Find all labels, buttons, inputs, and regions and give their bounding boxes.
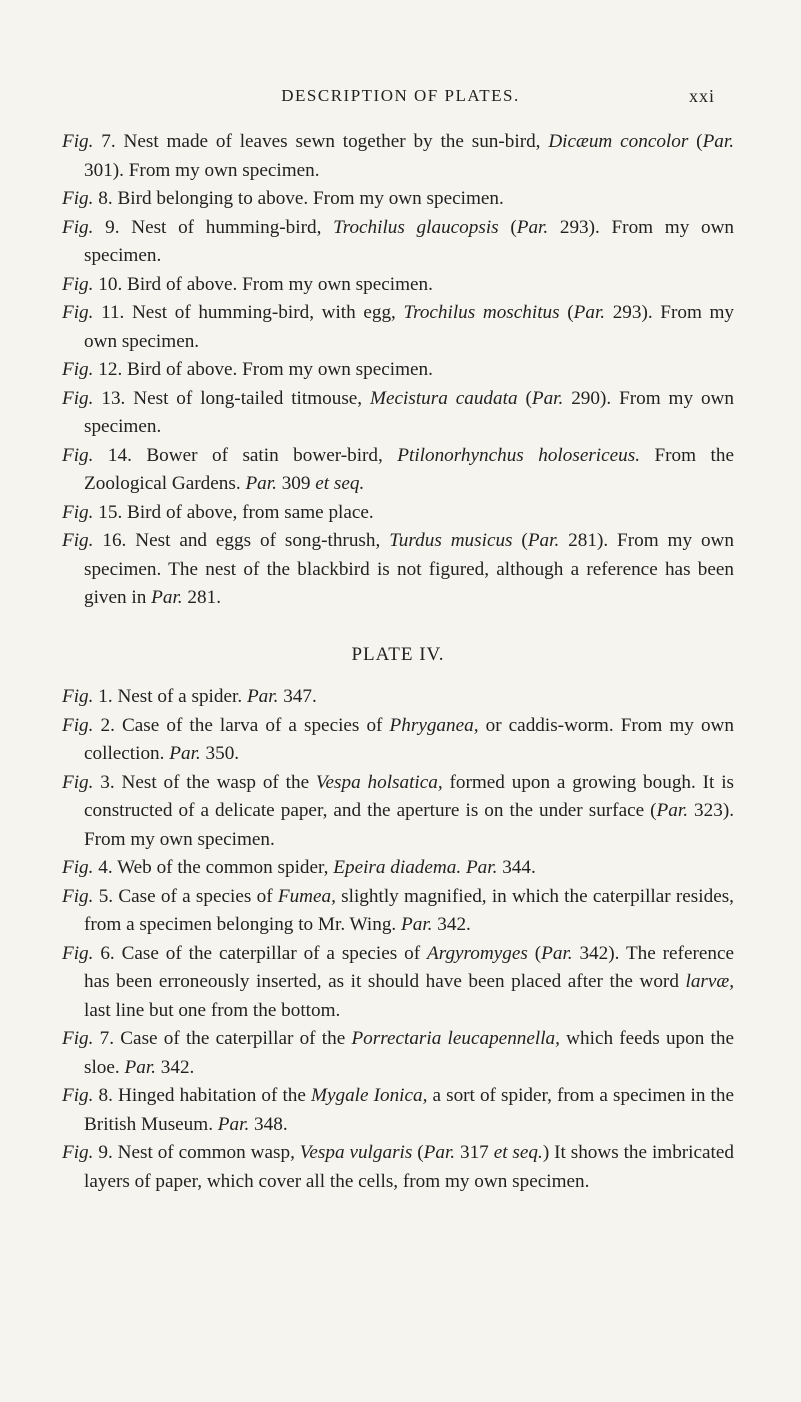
species-name: Vespa vulgaris [299, 1142, 413, 1163]
fig-label: Fig. [62, 857, 94, 878]
par-ref: Par. [527, 530, 560, 551]
fig-entry-16: Fig. 16. Nest and eggs of song-thrush, Turdus musicus (Par. 281). From my own specimen. The nest of the blackbird is not figured, although a reference has been given in Par. 281. [62, 530, 734, 608]
species-name: Mecistura caudata [370, 387, 518, 409]
fig-label: Fig. [62, 1142, 94, 1163]
fig-label: Fig. [62, 686, 94, 707]
fig-entry-14: Fig. 14. Bower of satin bower-bird, Ptilonorhynchus holosericeus. From the Zoological Gardens. Par. 309 et seq. [62, 444, 734, 494]
par-ref: Par. [401, 914, 433, 935]
par-ref: Par. [124, 1056, 156, 1078]
fig-entry-p4-4: Fig. 4. Web of the common spider, Epeira diadema. Par. 344. [62, 857, 536, 878]
fig-entry-p4-5: Fig. 5. Case of a species of Fumea, slightly magnified, in which the caterpillar resides, from a specimen belonging to Mr. Wing. Par. 342. [62, 885, 734, 935]
fig-label: Fig. [62, 131, 94, 152]
fig-label: Fig. [62, 885, 94, 907]
par-ref: Par. [217, 1113, 250, 1135]
fig-entry-p4-8: Fig. 8. Hinged habitation of the Mygale Ionica, a sort of spider, from a specimen in the British Museum. Par. 348. [62, 1085, 734, 1135]
fig-entry-9: Fig. 9. Nest of humming-bird, Trochilus glaucopsis (Par. 293). From my own specimen. [62, 216, 735, 266]
running-title: DESCRIPTION OF PLATES. [281, 86, 520, 105]
plates-description [62, 128, 734, 1196]
species-name: Fumea, [277, 885, 336, 907]
page-number: xxi [688, 86, 715, 106]
par-ref: Par. [656, 800, 688, 821]
fig-entry-12: Fig. 12. Bird of above. From my own specimen. [62, 359, 433, 380]
page-header [0, 86, 801, 116]
fig-label: Fig. [62, 501, 94, 523]
species-name: Epeira diadema. [333, 857, 462, 878]
species-name: Argyromyges [426, 942, 528, 964]
par-ref: Par. [702, 131, 735, 152]
par-ref: Par. [541, 942, 573, 964]
fig-entry-p4-6: Fig. 6. Case of the caterpillar of a species of Argyromyges (Par. 342). The reference has been erroneously inserted, as it should have been placed after the word larvæ, last line but one from the bottom. [62, 942, 734, 1021]
fig-label: Fig. [62, 714, 94, 736]
species-name: Dicæum concolor [548, 131, 689, 152]
par-ref: Par. [573, 302, 606, 323]
par-ref: Par. [246, 686, 279, 707]
species-name: Trochilus moschitus [403, 302, 560, 323]
species-name: Porrectaria leucapennella, [351, 1028, 560, 1049]
fig-entry-10: Fig. 10. Bird of above. From my own specimen. [62, 273, 433, 295]
species-name: Ptilonorhynchus holosericeus. [397, 444, 641, 466]
par-ref: Par. [245, 473, 277, 494]
fig-label: Fig. [62, 188, 94, 209]
fig-label: Fig. [62, 302, 94, 323]
fig-entry-8: Fig. 8. Bird belonging to above. From my own specimen. [62, 188, 504, 209]
par-ref: Par. [465, 857, 498, 878]
fig-label: Fig. [62, 1085, 94, 1106]
fig-label: Fig. [62, 216, 94, 238]
fig-entry-p4-3: Fig. 3. Nest of the wasp of the Vespa holsatica, formed upon a growing bough. It is constructed of a delicate paper, and the aperture is on the under surface (Par. 323). From my own specimen. [62, 771, 735, 850]
fig-entry-7: Fig. 7. Nest made of leaves sewn together by the sun-bird, Dicæum concolor (Par. 301). From my own specimen. [62, 131, 735, 181]
fig-label: Fig. [62, 359, 94, 380]
species-name: Mygale Ionica, [310, 1085, 428, 1106]
par-ref: Par. [531, 387, 564, 409]
fig-entry-p4-9: Fig. 9. Nest of common wasp, Vespa vulgaris (Par. 317 et seq.) It shows the imbricated layers of paper, which cover all the cells, from my own specimen. [62, 1142, 734, 1192]
fig-entry-13: Fig. 13. Nest of long-tailed titmouse, Mecistura caudata (Par. 290). From my own specimen. [62, 387, 735, 437]
fig-entry-p4-7: Fig. 7. Case of the caterpillar of the Porrectaria leucapennella, which feeds upon the sloe. Par. 342. [62, 1028, 734, 1078]
par-ref: Par. [169, 743, 201, 764]
species-name: Vespa holsatica, [315, 771, 443, 793]
fig-entry-p4-1: Fig. 1. Nest of a spider. Par. 347. [62, 686, 317, 707]
fig-label: Fig. [62, 1028, 94, 1049]
fig-entry-p4-2: Fig. 2. Case of the larva of a species of Phryganea, or caddis-worm. From my own collection. Par. 350. [62, 714, 734, 764]
fig-label: Fig. [62, 387, 94, 409]
species-name: Trochilus glaucopsis [333, 216, 499, 238]
fig-entry-11: Fig. 11. Nest of humming-bird, with egg, Trochilus moschitus (Par. 293). From my own specimen. [62, 302, 735, 352]
fig-label: Fig. [62, 273, 94, 295]
fig-label: Fig. [62, 444, 94, 466]
fig-label: Fig. [62, 771, 94, 793]
species-name: Turdus musicus [389, 530, 513, 551]
fig-entry-15: Fig. 15. Bird of above, from same place. [62, 501, 374, 523]
plate-heading: PLATE IV. [351, 643, 445, 665]
par-ref: Par. [151, 587, 183, 608]
species-name: Phryganea, [389, 714, 479, 736]
par-ref: Par. [516, 216, 549, 238]
fig-label: Fig. [62, 530, 94, 551]
fig-label: Fig. [62, 942, 94, 964]
par-ref: Par. [423, 1142, 456, 1163]
